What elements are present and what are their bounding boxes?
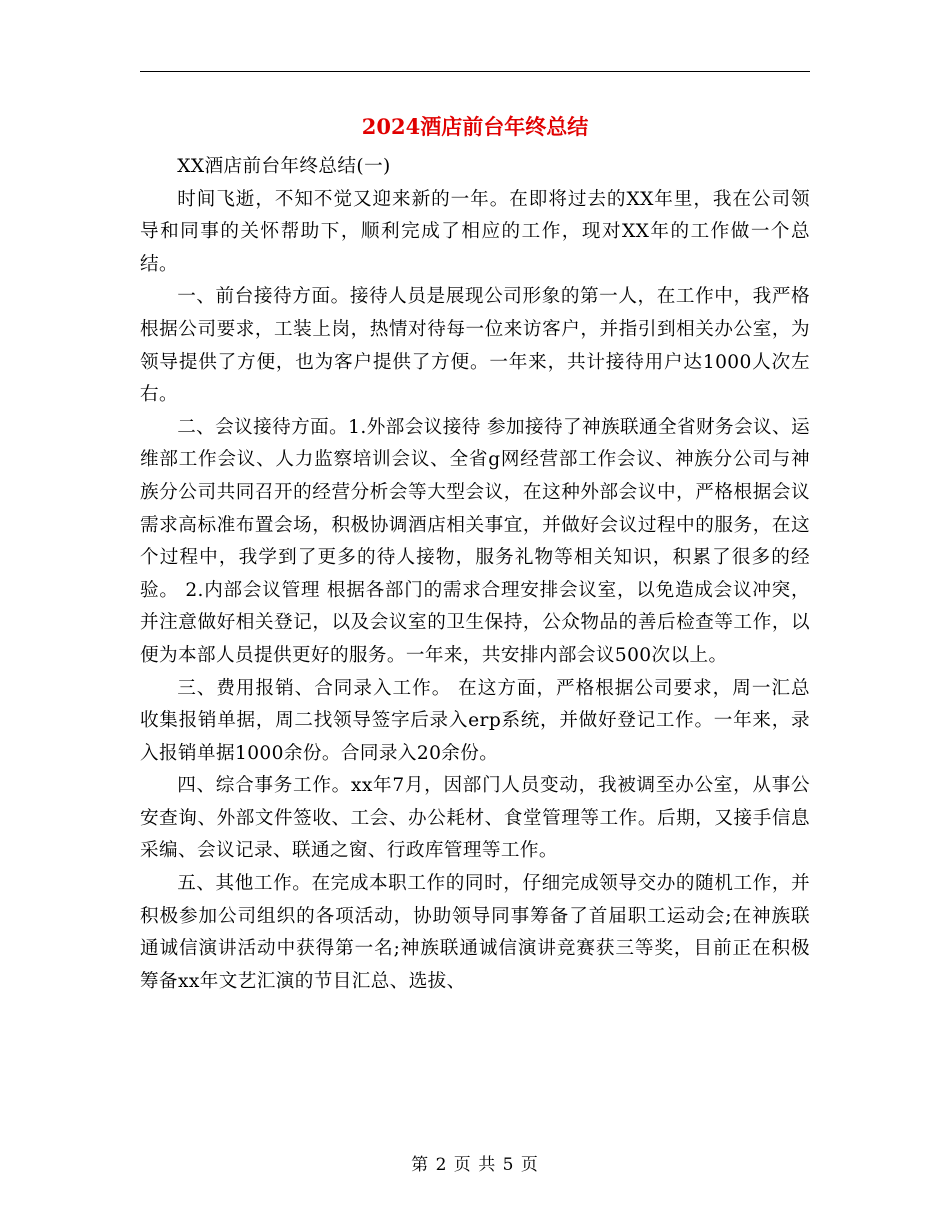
page-number: 第 2 页 共 5 页 <box>411 1155 539 1175</box>
paragraph-general-affairs: 四、综合事务工作。xx年7月，因部门人员变动，我被调至办公室，从事公安查询、外部文件签收、工会、办公耗材、食堂管理等工作。后期，又接手信息采编、会议记录、联通之窗、行政库管理等工作。 <box>140 775 810 862</box>
document-body <box>140 151 810 998</box>
paragraph-other-work: 五、其他工作。在完成本职工作的同时，仔细完成领导交办的随机工作，并积极参加公司组织的各项活动，协助领导同事筹备了首届职工运动会;在神族联通诚信演讲活动中获得第一名;神族联通诚信演讲竞赛获三等奖，目前正在积极筹备xx年文艺汇演的节目汇总、选拔、 <box>140 873 810 992</box>
header-rule <box>140 71 810 72</box>
document-title: 2024酒店前台年终总结 <box>361 114 589 139</box>
paragraph-intro: 时间飞逝，不知不觉又迎来新的一年。在即将过去的XX年里，我在公司领导和同事的关怀帮助下，顺利完成了相应的工作，现对XX年的工作做一个总结。 <box>140 188 810 275</box>
paragraph-reception: 一、前台接待方面。接待人员是展现公司形象的第一人，在工作中，我严格根据公司要求，工装上岗，热情对待每一位来访客户，并指引到相关办公室，为领导提供了方便，也为客户提供了方便。一年来，共计接待用户达1000人次左右。 <box>140 286 810 406</box>
paragraph-expenses: 三、费用报销、合同录入工作。 在这方面，严格根据公司要求，周一汇总收集报销单据，周二找领导签字后录入erp系统，并做好登记工作。一年来，录入报销单据1000余份。合同录入20余份。 <box>140 677 810 764</box>
section-subtitle: XX酒店前台年终总结(一) <box>177 156 391 177</box>
paragraph-meetings: 二、会议接待方面。1.外部会议接待 参加接待了神族联通全省财务会议、运维部工作会议、人力监察培训会议、全省g网经营部工作会议、神族分公司与神族分公司共同召开的经营分析会等大型会议，在这种外部会议中，严格根据会议需求高标准布置会场，积极协调酒店相关事宜，并做好会议过程中的服务，在这个过程中，我学到了更多的待人接物，服务礼物等相关知识，积累了很多的经验。 2.内部会议管理 根据各部门的需求合理安排会议室，以免造成会议冲突，并注意做好相关登记，以及会议室的卫生保持，公众物品的善后检查等工作，以便为本部人员提供更好的服务。一年来，共安排内部会议500次以上。 <box>140 416 810 666</box>
